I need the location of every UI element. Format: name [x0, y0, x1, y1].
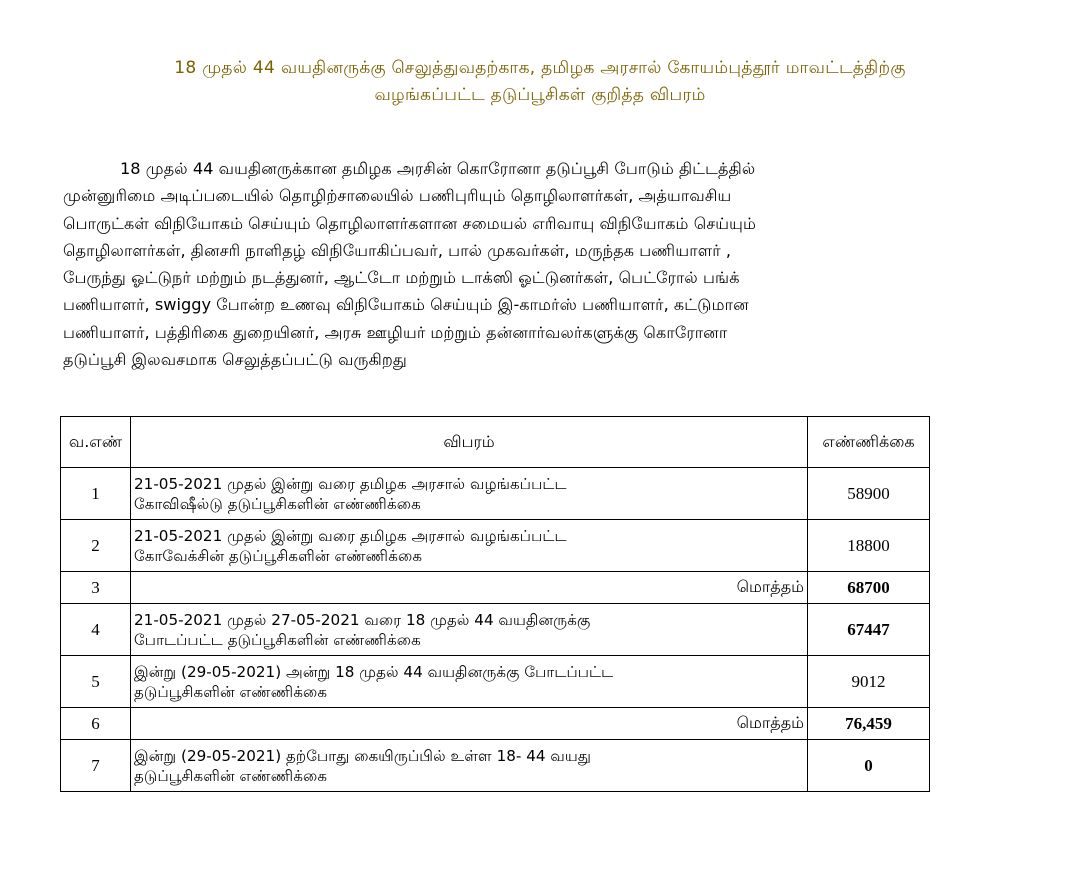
- paragraph-line: தொழிலாளர்கள், தினசரி நாளிதழ் விநியோகிப்பவர், பால் முகவர்கள், மருந்தக பணியாளர் ,: [63, 240, 732, 260]
- total-count: 76,459: [808, 708, 930, 740]
- vaccine-table: [60, 416, 930, 792]
- paragraph-line: பொருட்கள் விநியோகம் செய்யும் தொழிலாளர்களான சமையல் எரிவாயு விநியோகம் செய்யும்: [63, 213, 757, 233]
- row-description: 21-05-2021 முதல் இன்று வரை தமிழக அரசால் வழங்கப்பட்ட கோவிஷீல்டு தடுப்பூசிகளின் எண்ணிக்கை: [131, 468, 808, 520]
- table-row: [61, 520, 930, 572]
- row-description: இன்று (29-05-2021) அன்று 18 முதல் 44 வயதினருக்கு போடப்பட்ட தடுப்பூசிகளின் எண்ணிக்கை: [131, 656, 808, 708]
- row-count: 0: [808, 740, 930, 792]
- row-serial: 2: [61, 520, 131, 572]
- paragraph-line: முன்னுரிமை அடிப்படையில் தொழிற்சாலையில் பணிபுரியும் தொழிலாளர்கள், அத்யாவசிய: [63, 186, 732, 206]
- header-count: எண்ணிக்கை: [808, 417, 930, 468]
- total-count: 68700: [808, 572, 930, 604]
- row-count: 58900: [808, 468, 930, 520]
- row-serial: 4: [61, 604, 131, 656]
- document-title: [40, 55, 1040, 109]
- header-serial-number: வ.எண்: [61, 417, 131, 468]
- table-total-row: [61, 572, 930, 604]
- title-line-1: 18 முதல் 44 வயதினருக்கு செலுத்துவதற்காக, தமிழக அரசால் கோயம்புத்தூர் மாவட்டத்திற்கு: [174, 58, 906, 78]
- table-total-row: [61, 708, 930, 740]
- row-serial: 3: [61, 572, 131, 604]
- row-count: 18800: [808, 520, 930, 572]
- table-header-row: [61, 417, 930, 468]
- row-serial: 5: [61, 656, 131, 708]
- paragraph-line: பணியாளர், பத்திரிகை துறையினர், அரசு ஊழியர் மற்றும் தன்னார்வலர்களுக்கு கொரோனா: [63, 322, 728, 342]
- row-description: 21-05-2021 முதல் இன்று வரை தமிழக அரசால் வழங்கப்பட்ட கோவேக்சின் தடுப்பூசிகளின் எண்ணிக்கை: [131, 520, 808, 572]
- total-label: மொத்தம்: [131, 708, 808, 740]
- table-row: [61, 740, 930, 792]
- row-serial: 7: [61, 740, 131, 792]
- row-count: 9012: [808, 656, 930, 708]
- row-serial: 6: [61, 708, 131, 740]
- row-serial: 1: [61, 468, 131, 520]
- paragraph-line: பேருந்து ஓட்டுநர் மற்றும் நடத்துனர், ஆட்டோ மற்றும் டாக்ஸி ஓட்டுனர்கள், பெட்ரோல் பங்க்: [63, 268, 740, 288]
- paragraph-line: பணியாளர், swiggy போன்ற உணவு விநியோகம் செய்யும் இ-காமர்ஸ் பணியாளர், கட்டுமான: [63, 295, 749, 315]
- intro-paragraph: [63, 155, 943, 373]
- table-row: [61, 656, 930, 708]
- row-description: 21-05-2021 முதல் 27-05-2021 வரை 18 முதல் 44 வயதினருக்கு போடப்பட்ட தடுப்பூசிகளின் எண்ணிக்கை: [131, 604, 808, 656]
- row-count: 67447: [808, 604, 930, 656]
- table-row: [61, 604, 930, 656]
- total-label: மொத்தம்: [131, 572, 808, 604]
- paragraph-line: தடுப்பூசி இலவசமாக செலுத்தப்பட்டு வருகிறது: [63, 350, 407, 370]
- header-details: விபரம்: [131, 417, 808, 468]
- paragraph-line: 18 முதல் 44 வயதினருக்கான தமிழக அரசின் கொரோனா தடுப்பூசி போடும் திட்டத்தில்: [120, 159, 756, 178]
- table-row: [61, 468, 930, 520]
- title-line-2: வழங்கப்பட்ட தடுப்பூசிகள் குறித்த விபரம்: [374, 85, 706, 105]
- row-description: இன்று (29-05-2021) தற்போது கையிருப்பில் உள்ள 18- 44 வயது தடுப்பூசிகளின் எண்ணிக்கை: [131, 740, 808, 792]
